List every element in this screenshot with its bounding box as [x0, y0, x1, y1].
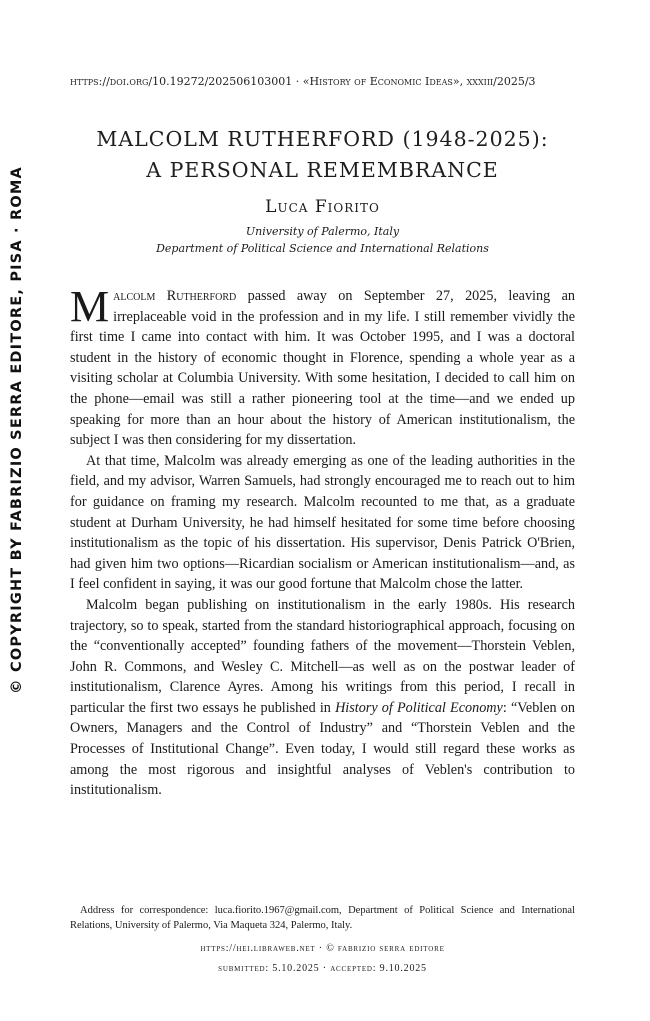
affiliation-department: Department of Political Science and International Relations: [156, 242, 489, 255]
footnote-text: Address for correspondence: luca.fiorito.1967@gmail.com, Department of Political Science and International Relations, University of Palermo, Via Maqueta 324, Palermo, Italy.: [70, 905, 575, 931]
author-name: Luca Fiorito: [265, 197, 380, 217]
paragraph-1-text: passed away on September 27, 2025, leaving an irreplaceable void in the profession and in my life. I still remember vividly the first time I came into contact with him. It was October 1995, and I was a doctoral student in the history of economic thought in Florence, spending a whole year as a visiting scholar at Columbia University. With some hesitation, I decided to call him on the phone—email was still a rather pioneering tool at the time—and we ended up speaking for more than an hour about the history of American institutionalism, the subject I was then considering for my dissertation.: [70, 288, 575, 449]
submission-dates: submitted: 5.10.2025 · accepted: 9.10.2025: [218, 963, 427, 974]
article-title: [70, 124, 575, 186]
title-line-1: MALCOLM RUTHERFORD (1948-2025):: [96, 127, 549, 151]
journal-title: History of Political Economy: [335, 699, 503, 716]
author-affiliation: [70, 223, 575, 257]
subject-name: alcolm Rutherford: [113, 288, 237, 304]
paragraph-3-text-a: Malcolm began publishing on institutionalism in the early 1980s. His research trajectory, so to speak, started from the standard historiographical approach, focusing on the “conventionally accepted” founding fathers of the movement—Thorstein Veblen, John R. Commons, and Wesley C. Mitchell—as well as on the postwar leader of institutionalism, Clarence Ayres. Among his writings from this period, I recall in particular the first two essays he published in: [70, 596, 575, 716]
copyright-sidebar: [2, 166, 32, 694]
paragraph-3-text-b: : “Veblen on Owners, Managers and the Control of Industry” and “Thorstein Veblen and the Processes of Institutional Change”. Even today, I would still regard these works as among the most rigorous and insightful analyses of Veblen's contribution to institutionalism.: [70, 699, 575, 799]
drop-cap: M: [70, 282, 110, 331]
paragraph-3: [70, 595, 575, 801]
article-body: [70, 282, 575, 801]
paragraph-2: At that time, Malcolm was already emerging as one of the leading authorities in the field, and my advisor, Warren Samuels, had strongly encouraged me to reach out to him for guidance on framing my research. Malcolm recounted to me that, as a graduate student at Durham University, he had himself hesitated for some time before choosing institutionalism as the topic of his dissertation. His supervisor, Denis Patrick O'Brien, had given him two options—Ricardian socialism or American institutionalism—and, as I feel confident in saying, it was our good fortune that Malcolm chose the latter.: [70, 452, 575, 593]
publisher-line: https://hei.libraweb.net · © fabrizio serra editore: [200, 943, 445, 954]
affiliation-university: University of Palermo, Italy: [245, 225, 400, 238]
copyright-text: © COPYRIGHT BY FABRIZIO SERRA EDITORE, PISA · ROMA: [9, 166, 26, 694]
paragraph-1: [70, 282, 575, 451]
running-head: https://doi.org/10.19272/202506103001 · «History of Economic Ideas», xxxiii/2025/3: [70, 75, 536, 88]
correspondence-footnote: [70, 904, 575, 933]
title-line-2: A PERSONAL REMEMBRANCE: [146, 158, 499, 182]
